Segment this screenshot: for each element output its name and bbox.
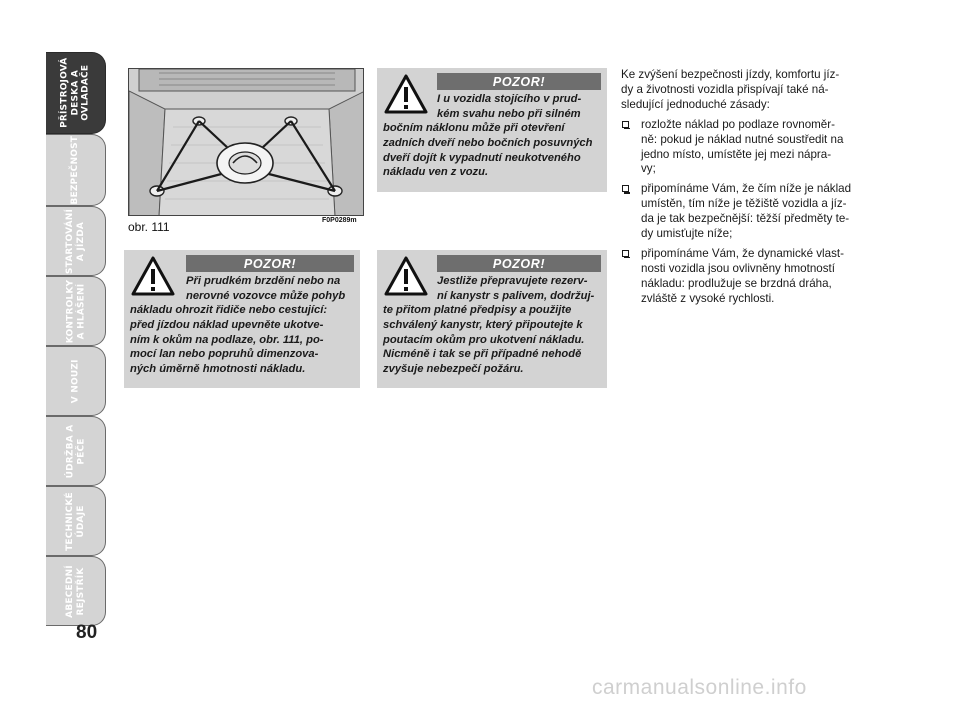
warning-text-top-lines: I u vozidla stojícího v prud- kém svahu nebo při silném [437,93,582,120]
checkbox-bullet-icon [622,250,629,257]
tab-kontrolky[interactable] [46,276,106,346]
intro-paragraph: Ke zvýšení bezpečnosti jízdy, komfortu jíz- dy a životnosti vozidla přispívají také ná- sledující jednoduché zásady: [621,68,840,111]
checkbox-bullet-icon [622,121,629,128]
tab-udrzba[interactable] [46,416,106,486]
warning-text-body: nákladu ohrozit řidiče nebo cestující: před jízdou náklad upevněte ukotve- ním k okům na podlaze, obr. 111, po- mocí lan nebo popruhů dimenzova- ných úměrně hmotnosti nákladu. [130,304,328,376]
tab-pristrojova-deska[interactable] [46,52,106,134]
figure-code: F0P0289m [322,217,357,224]
tab-label: ABECEDNÍ REJSTŘÍK [65,564,86,618]
tab-label: STARTOVÁNÍ A JÍZDA [65,208,86,274]
checkbox-bullet-icon [622,185,629,192]
page-number: 80 [76,622,98,643]
tab-label: BEZPEČNOST [70,135,81,205]
tab-label: KONTROLKY A HLÁŠENÍ [65,279,86,343]
loading-tips [621,68,861,307]
warning-text-top-lines: Při prudkém brzdění nebo na nerovné vozovce může pohyb [186,275,346,302]
tip-list-item: připomínáme Vám, že dynamické vlast- nosti vozidla jsou ovlivněny hmotností nákladu: prodlužuje se brzdná dráha, zvláště z vysoké rychlosti. [621,247,861,307]
watermark: carmanualsonline.info [592,676,807,699]
tab-label: V NOUZI [70,359,81,403]
warning-text-body: te přitom platné předpisy a použijte schválený kanystr, který připoutejte k poutacím okům pro ukotvení nákladu. Nicméně i tak se při případné nehodě zvyšuje nebezpečí požáru. [383,304,585,376]
warning-box-fuel-canister [377,250,607,388]
warning-header: POZOR! [186,255,354,272]
warning-header: POZOR! [437,255,601,272]
cargo-floor-illustration [128,68,364,216]
tab-bezpecnost[interactable] [46,134,106,206]
figure-caption: obr. 111 [128,220,170,234]
tab-label: ÚDRŽBA A PÉČE [64,424,86,478]
tab-label: PŘÍSTROJOVÁ DESKA A OVLADAČE [59,57,91,129]
warning-box-braking [124,250,360,388]
tip-list-item: rozložte náklad po podlaze rovnoměr- ně: pokud je náklad nutné soustředit na jedno místo, umístěte jej mezi nápra- vy; [621,118,861,178]
warning-triangle-icon [131,256,175,296]
warning-text-top-lines: Jestliže přepravujete rezerv- ní kanystr s palivem, dodržuj- [437,275,595,302]
tab-abecedni-rejstrik[interactable] [46,556,106,626]
warning-text-body: bočním náklonu může při otevření zadních dveří nebo bočních posuvných dveří dojít k vypadnutí neukotveného nákladu ven z vozu. [383,122,593,179]
warning-header: POZOR! [437,73,601,90]
tab-label: TECHNICKÉ ÚDAJE [65,491,86,551]
warning-triangle-icon [384,74,428,114]
tab-technicke-udaje[interactable] [46,486,106,556]
tab-v-nouzi[interactable] [46,346,106,416]
warning-triangle-icon [384,256,428,296]
tip-list-item: připomínáme Vám, že čím níže je náklad umístěn, tím níže je těžiště vozidla a jíz- da je tak bezpečnější: těžší předměty te- dy umisťujte níže; [621,182,861,242]
tab-startovani[interactable] [46,206,106,276]
warning-box-door-opening [377,68,607,192]
